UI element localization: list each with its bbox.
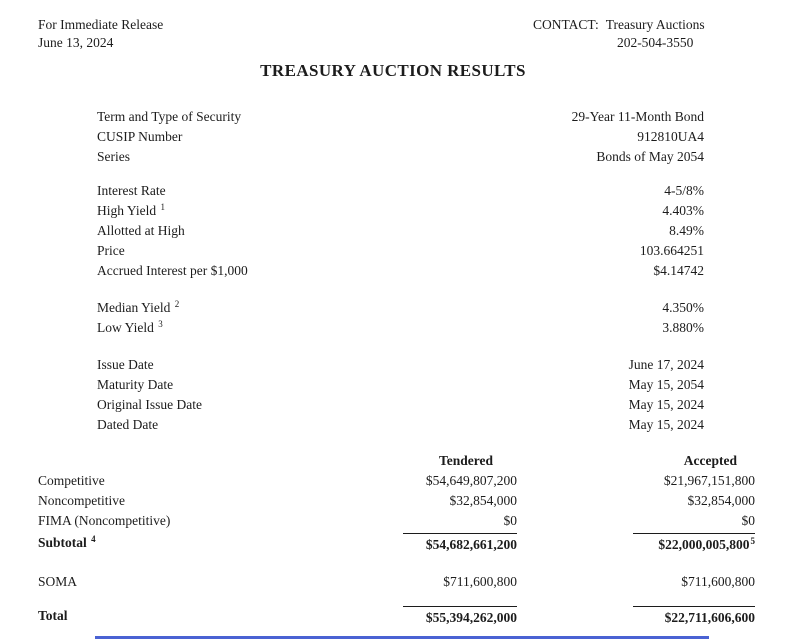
detail-label: Term and Type of Security	[97, 109, 242, 124]
tendered-value: $54,682,661,200	[297, 533, 517, 555]
row-label: Competitive	[38, 473, 105, 488]
detail-row	[97, 201, 704, 221]
detail-value: 4.403%	[662, 203, 704, 218]
detail-row	[97, 375, 704, 395]
tendered-value: $54,649,807,200	[425, 473, 517, 488]
column-header-tendered: Tendered	[438, 453, 493, 468]
row-label: Subtotal $^4$	[38, 533, 96, 550]
detail-label: Allotted at High	[97, 223, 185, 238]
release-date: June 13, 2024	[38, 35, 114, 50]
detail-label: Median Yield $^2$	[97, 298, 180, 315]
table-row-total	[38, 606, 755, 628]
detail-value: 3.880%	[662, 320, 704, 335]
release-label: For Immediate Release	[38, 17, 164, 32]
detail-row	[97, 355, 704, 375]
tendered-value: $0	[503, 513, 517, 528]
tendered-value: $32,854,000	[449, 493, 517, 508]
table-row-noncompetitive	[38, 491, 755, 511]
detail-label: Series	[97, 149, 130, 164]
detail-row	[97, 221, 704, 241]
detail-label: Issue Date	[97, 357, 154, 372]
detail-row	[97, 261, 704, 281]
detail-label: Original Issue Date	[97, 397, 202, 412]
detail-row	[97, 107, 704, 127]
yields-section	[97, 298, 704, 338]
detail-value: 4.350%	[662, 300, 704, 315]
row-label: Noncompetitive	[38, 493, 125, 508]
detail-label: Maturity Date	[97, 377, 174, 392]
detail-label: Price	[97, 243, 125, 258]
detail-value: $4.14742	[653, 263, 704, 278]
footnote-marker: 1	[160, 201, 165, 212]
detail-value: 4-5/8%	[664, 183, 704, 198]
footnote-marker: 3	[158, 318, 163, 329]
detail-value: May 15, 2024	[628, 397, 704, 412]
detail-label: Low Yield $^3$	[97, 318, 163, 335]
detail-row	[97, 395, 704, 415]
table-row-fima	[38, 511, 755, 531]
row-label: SOMA	[38, 574, 78, 589]
detail-value: May 15, 2054	[628, 377, 704, 392]
table-header-row	[38, 451, 755, 471]
row-label: FIMA (Noncompetitive)	[38, 513, 171, 528]
detail-label: Dated Date	[97, 417, 159, 432]
detail-row	[97, 318, 704, 338]
detail-row	[97, 241, 704, 261]
contact-name: Treasury Auctions	[605, 17, 705, 32]
detail-value: June 17, 2024	[628, 357, 704, 372]
page-title: TREASURY AUCTION RESULTS	[260, 61, 526, 80]
footnote-marker: 5	[750, 535, 755, 546]
tendered-value: $711,600,800	[443, 574, 517, 589]
detail-label: Accrued Interest per $1,000	[97, 263, 248, 278]
row-label: Total	[38, 608, 68, 623]
contact-phone: 202-504-3550	[616, 35, 694, 50]
bottom-accent-rule	[95, 636, 709, 639]
detail-value: 103.664251	[639, 243, 704, 258]
security-section	[97, 107, 704, 167]
accepted-value: $22,000,005,800$^5$	[517, 533, 755, 555]
accepted-value: $21,967,151,800	[663, 473, 755, 488]
rates-section	[97, 181, 704, 281]
column-header-accepted: Accepted	[683, 453, 737, 468]
table-row-subtotal	[38, 533, 755, 555]
contact-details	[606, 16, 705, 52]
detail-row	[97, 147, 704, 167]
detail-row	[97, 127, 704, 147]
accepted-value: $32,854,000	[687, 493, 755, 508]
auction-results-table	[38, 451, 755, 628]
detail-value: 8.49%	[669, 223, 704, 238]
contact-label: CONTACT:	[533, 17, 599, 32]
accepted-value: $0	[741, 513, 755, 528]
table-row-competitive	[38, 471, 755, 491]
table-header-spacer	[38, 451, 297, 471]
dates-section	[97, 355, 704, 435]
footnote-marker: 2	[174, 298, 180, 309]
accepted-value: $711,600,800	[681, 574, 755, 589]
detail-label: CUSIP Number	[97, 129, 183, 144]
detail-row	[97, 415, 704, 435]
detail-value: 912810UA4	[637, 129, 704, 144]
tendered-value: $55,394,262,000	[297, 606, 517, 628]
table-row-soma	[38, 572, 755, 592]
detail-row	[97, 181, 704, 201]
release-block	[38, 16, 163, 52]
footnote-marker: 4	[91, 533, 96, 544]
accepted-value: $22,711,606,600	[517, 606, 755, 628]
detail-label: High Yield $^1$	[97, 201, 165, 218]
detail-value: 29-Year 11-Month Bond	[571, 109, 704, 124]
detail-label: Interest Rate	[97, 183, 166, 198]
detail-value: Bonds of May 2054	[596, 149, 704, 164]
detail-row	[97, 298, 704, 318]
detail-value: May 15, 2024	[628, 417, 704, 432]
contact-block	[533, 16, 705, 52]
